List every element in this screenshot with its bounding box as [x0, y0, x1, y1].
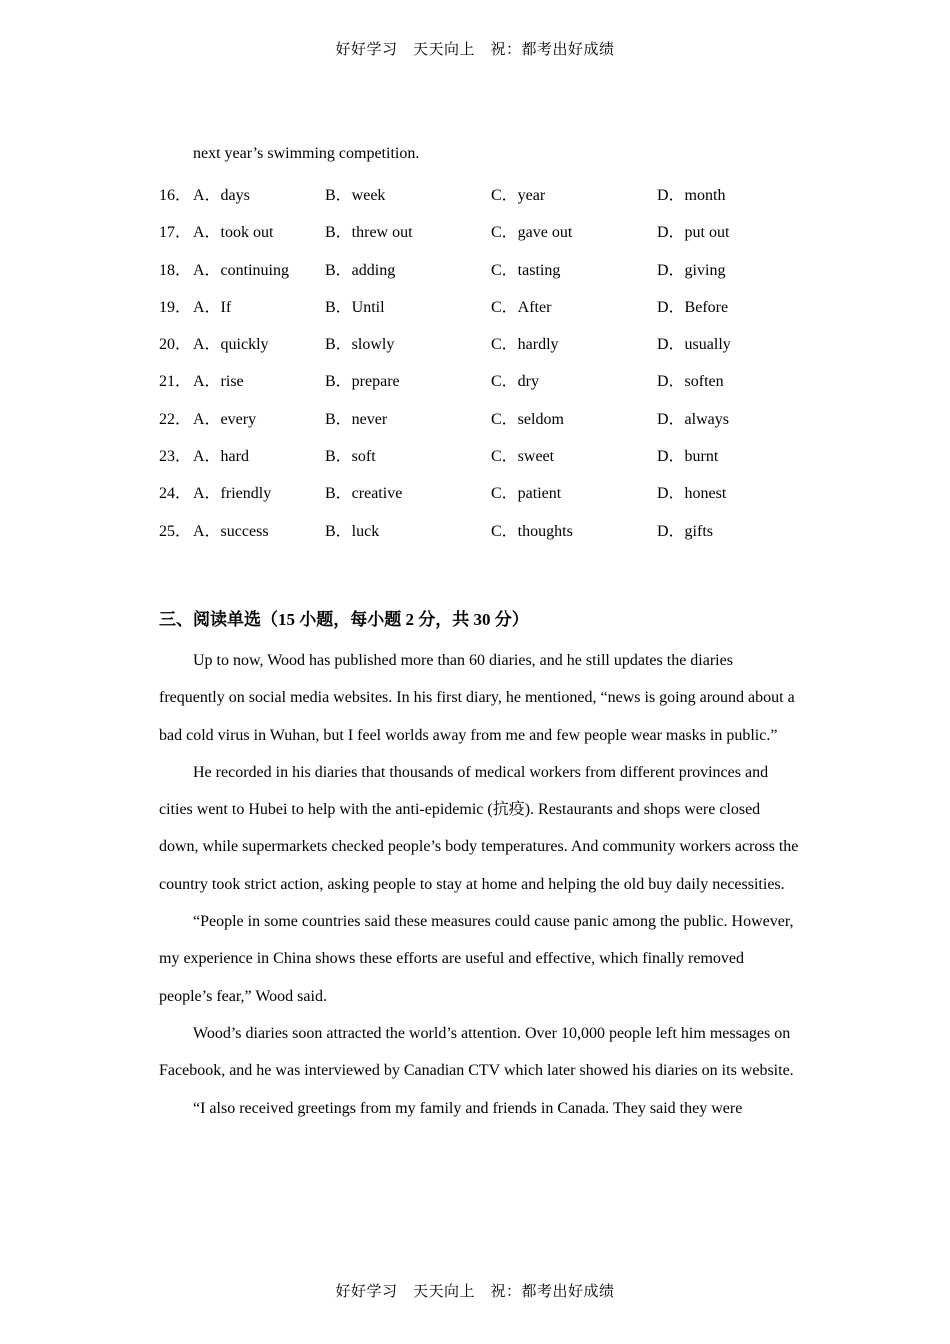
option-c: C．sweet [491, 448, 555, 466]
option-d: D．always [657, 410, 729, 428]
option-a: A．days [193, 187, 250, 204]
option-c: C．tasting [491, 261, 561, 279]
option-b: B．creative [325, 485, 403, 503]
question-number: 23． [159, 448, 192, 466]
option-d: D．put out [657, 224, 730, 242]
passage-paragraph: “People in some countries said these measures could cause panic among the public. However, my experience in China shows these efforts are useful and effective, which finally removed people’s fear,” Wood said. [159, 913, 794, 1005]
passage-paragraph: “I also received greetings from my family and friends in Canada. They said they were [193, 1099, 743, 1117]
question-number: 18． [159, 261, 192, 279]
question-number: 22． [159, 410, 192, 428]
option-a: A．quickly [193, 336, 269, 354]
option-d: D．soften [657, 373, 724, 391]
passage-paragraph: Up to now, Wood has published more than 60 diaries, and he still updates the diaries frequently on social media websites. In his first diary, he mentioned, “news is going around about a bad cold virus in Wuhan, but I feel worlds away from me and few people wear masks in public.” [159, 652, 795, 744]
option-c: C．After [491, 298, 552, 316]
option-c: C．patient [491, 485, 562, 503]
passage-continuation: next year’s swimming competition. [193, 145, 420, 162]
page-footer: 好好学习 天天向上 祝：都考出好成绩 [335, 1282, 615, 1300]
option-b: B．threw out [325, 224, 413, 242]
option-d: D．giving [657, 261, 726, 279]
passage-paragraph: He recorded in his diaries that thousands of medical workers from different provinces and cities went to Hubei to help with the anti-epidemic (抗疫). Restaurants and shops were closed down, while supermarkets checked people’s body temperatures. And community workers across the country took strict action, asking people to stay at home and helping the old buy daily necessities. [159, 763, 799, 893]
question-number: 19． [159, 298, 192, 316]
option-d: D．gifts [657, 522, 714, 540]
option-c: C．thoughts [491, 522, 573, 540]
option-b: B．Until [325, 298, 385, 316]
question-number: 17． [159, 224, 192, 242]
option-d: D．month [657, 187, 726, 204]
passage-paragraph: Wood’s diaries soon attracted the world’s attention. Over 10,000 people left him messages on Facebook, and he was interviewed by Canadian CTV which later showed his diaries on its website. [159, 1024, 794, 1080]
option-c: C．gave out [491, 224, 573, 242]
option-d: D．honest [657, 485, 727, 503]
option-a: A．continuing [193, 261, 289, 279]
option-a: A．success [193, 522, 269, 540]
option-a: A．rise [193, 373, 244, 391]
option-d: D．Before [657, 298, 729, 316]
option-c: C．dry [491, 373, 540, 391]
option-b: B．prepare [325, 373, 400, 391]
question-number: 21． [159, 373, 192, 391]
option-a: A．took out [193, 224, 274, 242]
question-number: 25． [159, 522, 192, 540]
option-c: C．year [491, 187, 546, 204]
option-b: B．soft [325, 448, 376, 466]
option-c: C．hardly [491, 336, 559, 354]
option-a: A．If [193, 298, 232, 316]
option-b: B．adding [325, 261, 396, 279]
option-d: D．usually [657, 336, 731, 354]
option-b: B．never [325, 410, 388, 428]
option-a: A．every [193, 410, 257, 428]
option-a: A．hard [193, 448, 249, 466]
page-header: 好好学习 天天向上 祝：都考出好成绩 [335, 40, 615, 58]
question-number: 24． [159, 485, 192, 503]
option-b: B．luck [325, 522, 380, 540]
option-b: B．slowly [325, 336, 395, 354]
option-b: B．week [325, 187, 386, 204]
option-c: C．seldom [491, 410, 564, 428]
option-a: A．friendly [193, 485, 272, 503]
section-title: 三、阅读单选（15 小题，每小题 2 分，共 30 分） [159, 610, 529, 629]
option-d: D．burnt [657, 448, 719, 466]
question-number: 20． [159, 336, 192, 354]
question-number: 16． [159, 187, 192, 204]
reading-passage [159, 642, 799, 1127]
